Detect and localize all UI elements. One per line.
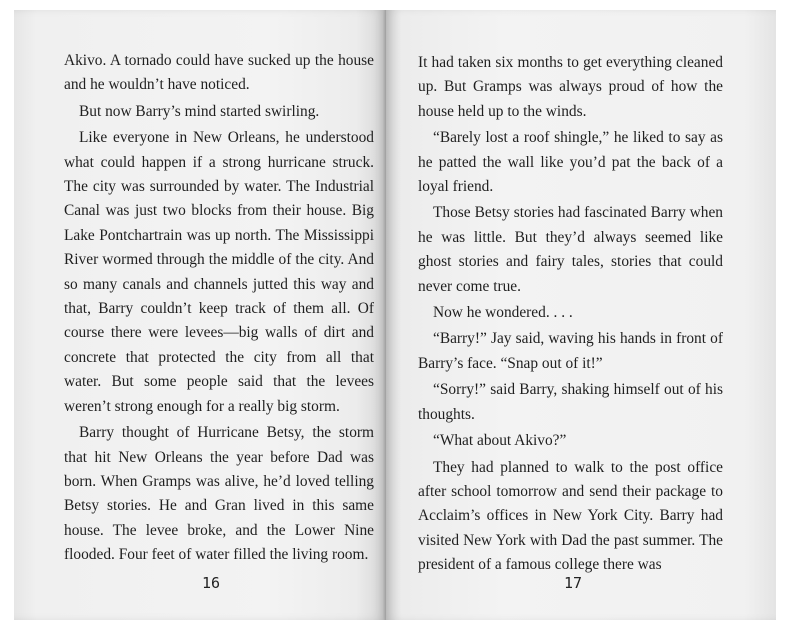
paragraph: Those Betsy stories had fascinated Barry when he was little. But they’d always seemed like ghost stories and fairy tales, stories that could never come true. (418, 204, 723, 295)
page-number: 17 (564, 574, 583, 592)
page-number: 16 (202, 574, 221, 592)
paragraph: Barry thought of Hurricane Betsy, the storm that hit New Orleans the year before Dad was born. When Gramps was alive, he’d loved telling Betsy stories. He and Gran lived in this same house. The levee broke, and the Lower Nine flooded. Four feet of water filled the living room. (64, 424, 374, 564)
paragraph: Now he wondered. . . . (433, 304, 573, 322)
paragraph: Like everyone in New Orleans, he understood what could happen if a strong hurricane struck. The city was surrounded by water. The Industrial Canal was just two blocks from their house. Big Lake Pontchartrain was up north. The Mississippi River wormed through the middle of the city. And so many canals and channels jutted this way and that, Barry couldn’t keep track of them all. Of course there were levees—big walls of dirt and concrete that protected the city from all that water. But some people said that the levees weren’t strong enough for a really big storm. (64, 129, 374, 415)
paragraph: They had planned to walk to the post office after school tomorrow and send their package to Acclaim’s offices in New York City. Barry had visited New York with Dad the past summer. The president of a famous college there was (418, 458, 723, 574)
paragraph: “Barely lost a roof shingle,” he liked to say as he patted the wall like you’d pat the back of a loyal friend. (418, 129, 723, 196)
paragraph: It had taken six months to get everything cleaned up. But Gramps was always proud of how the house held up to the winds. (418, 54, 723, 120)
paragraph: Akivo. A tornado could have sucked up the house and he wouldn’t have noticed. (64, 52, 374, 94)
paragraph: “Barry!” Jay said, waving his hands in front of Barry’s face. “Snap out of it!” (418, 330, 723, 372)
right-page-text (418, 51, 723, 578)
right-page (386, 10, 776, 620)
paragraph: “Sorry!” said Barry, shaking himself out of his thoughts. (418, 381, 723, 423)
paragraph: “What about Akivo?” (433, 432, 567, 450)
left-page (14, 10, 386, 620)
left-page-text (64, 49, 374, 568)
paragraph: But now Barry’s mind started swirling. (79, 102, 320, 120)
